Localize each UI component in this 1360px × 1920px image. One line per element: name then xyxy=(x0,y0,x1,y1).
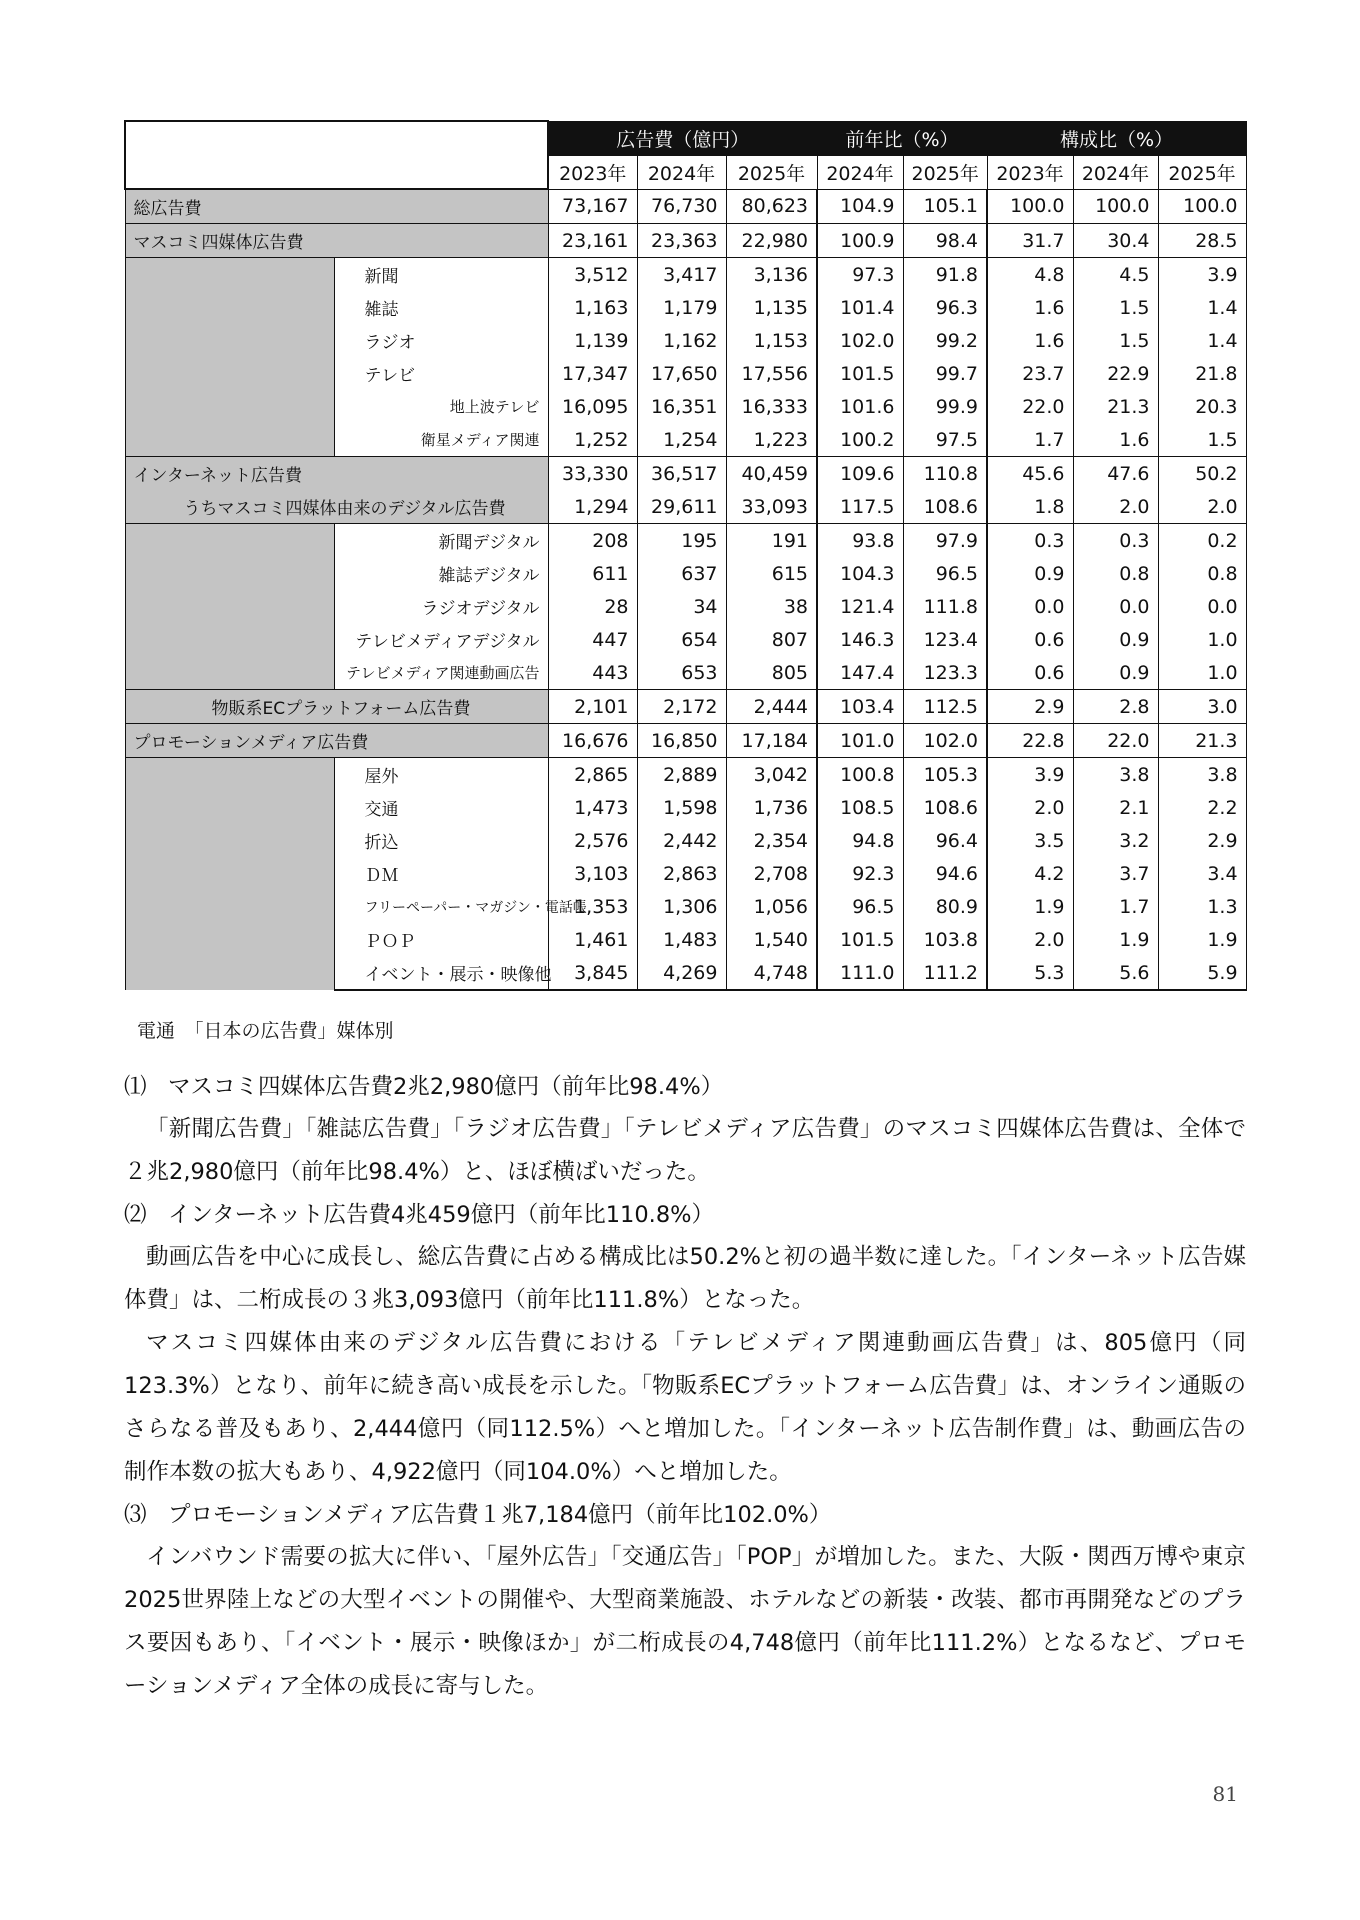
cell: 22.9 xyxy=(1073,357,1158,390)
cell: 16,095 xyxy=(548,390,637,423)
cell: 96.5 xyxy=(817,890,903,923)
section-heading xyxy=(124,1066,1246,1108)
cell: 1,162 xyxy=(637,324,726,357)
cell: 34 xyxy=(637,590,726,623)
cell: 1.9 xyxy=(1073,923,1158,956)
table-header-groups xyxy=(125,121,1246,155)
cell: 3.5 xyxy=(987,824,1073,857)
cell: 3.0 xyxy=(1158,690,1246,724)
cell: 615 xyxy=(726,557,817,590)
cell: 653 xyxy=(637,656,726,690)
cell: 3,845 xyxy=(548,956,637,990)
row-label: 雑誌 xyxy=(334,291,548,324)
section-title: インターネット広告費4兆459億円（前年比110.8%） xyxy=(168,1202,715,1228)
cell: 17,347 xyxy=(548,357,637,390)
cell: 3.9 xyxy=(1158,258,1246,292)
cell: 3.8 xyxy=(1073,758,1158,792)
row-label: ＰＯＰ xyxy=(334,923,548,956)
cell: 1,252 xyxy=(548,423,637,457)
cell: 3,417 xyxy=(637,258,726,292)
ad-expenditure-table-container xyxy=(124,120,1245,991)
header-group: 前年比（%） xyxy=(817,121,987,155)
cell: 103.8 xyxy=(903,923,987,956)
cell: 16,351 xyxy=(637,390,726,423)
cell: 0.2 xyxy=(1158,524,1246,558)
header-group: 構成比（%） xyxy=(987,121,1246,155)
cell: 99.9 xyxy=(903,390,987,423)
section-title: マスコミ四媒体広告費2兆2,980億円（前年比98.4%） xyxy=(168,1074,724,1100)
cell: 108.6 xyxy=(903,791,987,824)
header-year: 2025年 xyxy=(903,155,987,189)
cell: 1,254 xyxy=(637,423,726,457)
header-year: 2024年 xyxy=(637,155,726,189)
cell: 3.9 xyxy=(987,758,1073,792)
cell: 23.7 xyxy=(987,357,1073,390)
row-label: ＤＭ xyxy=(334,857,548,890)
cell: 1.0 xyxy=(1158,656,1246,690)
cell: 104.9 xyxy=(817,189,903,224)
row-label: 物販系ECプラットフォーム広告費 xyxy=(125,690,548,724)
cell: 1.5 xyxy=(1073,291,1158,324)
cell: 195 xyxy=(637,524,726,558)
section-number: ⑵ xyxy=(124,1202,147,1228)
cell: 22,980 xyxy=(726,224,817,258)
cell: 97.3 xyxy=(817,258,903,292)
cell: 1.9 xyxy=(1158,923,1246,956)
cell: 654 xyxy=(637,623,726,656)
cell: 1,163 xyxy=(548,291,637,324)
cell: 105.3 xyxy=(903,758,987,792)
cell: 807 xyxy=(726,623,817,656)
cell: 100.0 xyxy=(1158,189,1246,224)
cell: 80,623 xyxy=(726,189,817,224)
cell: 101.5 xyxy=(817,357,903,390)
row-label: 交通 xyxy=(334,791,548,824)
cell: 0.6 xyxy=(987,623,1073,656)
cell: 3,042 xyxy=(726,758,817,792)
cell: 1,153 xyxy=(726,324,817,357)
cell: 1.6 xyxy=(1073,423,1158,457)
cell: 1.5 xyxy=(1158,423,1246,457)
table-row xyxy=(125,758,1246,792)
cell: 1,353 xyxy=(548,890,637,923)
row-label: マスコミ四媒体広告費 xyxy=(125,224,548,258)
cell: 105.1 xyxy=(903,189,987,224)
cell: 111.0 xyxy=(817,956,903,990)
cell: 20.3 xyxy=(1158,390,1246,423)
cell: 2,444 xyxy=(726,690,817,724)
cell: 16,676 xyxy=(548,724,637,758)
table-row xyxy=(125,724,1246,758)
table-row xyxy=(125,189,1246,224)
row-label: 屋外 xyxy=(334,758,548,792)
cell: 99.7 xyxy=(903,357,987,390)
cell: 93.8 xyxy=(817,524,903,558)
cell: 1.6 xyxy=(987,291,1073,324)
cell: 2.8 xyxy=(1073,690,1158,724)
cell: 2.9 xyxy=(1158,824,1246,857)
group-gray-cell xyxy=(125,258,334,457)
cell: 121.4 xyxy=(817,590,903,623)
cell: 91.8 xyxy=(903,258,987,292)
cell: 2.0 xyxy=(987,791,1073,824)
cell: 5.3 xyxy=(987,956,1073,990)
section-heading xyxy=(124,1194,1246,1236)
cell: 1.7 xyxy=(987,423,1073,457)
paragraph: 「新聞広告費」「雑誌広告費」「ラジオ広告費」「テレビメディア広告費」のマスコミ四媒体広告費は、全体で２兆2,980億円（前年比98.4%）と、ほぼ横ばいだった。 xyxy=(124,1116,1246,1185)
section-number: ⑶ xyxy=(124,1502,147,1528)
cell: 96.3 xyxy=(903,291,987,324)
cell: 3.8 xyxy=(1158,758,1246,792)
cell: 1.4 xyxy=(1158,324,1246,357)
cell: 0.0 xyxy=(987,590,1073,623)
cell: 2,889 xyxy=(637,758,726,792)
cell: 4,269 xyxy=(637,956,726,990)
row-label: うちマスコミ四媒体由来のデジタル広告費 xyxy=(125,490,548,524)
cell: 0.9 xyxy=(1073,623,1158,656)
cell: 4.2 xyxy=(987,857,1073,890)
header-year: 2025年 xyxy=(1158,155,1246,189)
cell: 117.5 xyxy=(817,490,903,524)
cell: 0.8 xyxy=(1158,557,1246,590)
cell: 4,748 xyxy=(726,956,817,990)
cell: 16,850 xyxy=(637,724,726,758)
cell: 611 xyxy=(548,557,637,590)
header-year: 2025年 xyxy=(726,155,817,189)
cell: 447 xyxy=(548,623,637,656)
cell: 2.2 xyxy=(1158,791,1246,824)
cell: 0.9 xyxy=(1073,656,1158,690)
section-number: ⑴ xyxy=(124,1074,147,1100)
cell: 108.5 xyxy=(817,791,903,824)
cell: 23,363 xyxy=(637,224,726,258)
table-row xyxy=(125,224,1246,258)
cell: 1,306 xyxy=(637,890,726,923)
cell: 30.4 xyxy=(1073,224,1158,258)
cell: 2,172 xyxy=(637,690,726,724)
cell: 1.6 xyxy=(987,324,1073,357)
row-label: インターネット広告費 xyxy=(125,457,548,491)
cell: 0.3 xyxy=(1073,524,1158,558)
header-year: 2023年 xyxy=(548,155,637,189)
table-row xyxy=(125,457,1246,491)
cell: 2.0 xyxy=(987,923,1073,956)
table-source-note: 電通 「日本の広告費」媒体別 xyxy=(137,1020,394,1042)
paragraph: マスコミ四媒体由来のデジタル広告費における「テレビメディア関連動画広告費」は、805億円（同123.3%）となり、前年に続き高い成長を示した。「物販系ECプラットフォーム広告費」は、オンライン通販のさらなる普及もあり、2,444億円（同112.5%）へと増加した。「インターネット広告制作費」は、動画広告の制作本数の拡大もあり、4,922億円（同104.0%）へと増加した。 xyxy=(124,1330,1246,1485)
table-row xyxy=(125,690,1246,724)
row-label: テレビ xyxy=(334,357,548,390)
cell: 1,461 xyxy=(548,923,637,956)
row-label: フリーペーパー・マガジン・電話帳 xyxy=(334,890,548,923)
cell: 76,730 xyxy=(637,189,726,224)
cell: 50.2 xyxy=(1158,457,1246,491)
cell: 21.3 xyxy=(1073,390,1158,423)
cell: 45.6 xyxy=(987,457,1073,491)
cell: 17,650 xyxy=(637,357,726,390)
cell: 33,330 xyxy=(548,457,637,491)
cell: 31.7 xyxy=(987,224,1073,258)
cell: 191 xyxy=(726,524,817,558)
cell: 1,179 xyxy=(637,291,726,324)
row-label: 折込 xyxy=(334,824,548,857)
cell: 103.4 xyxy=(817,690,903,724)
cell: 21.8 xyxy=(1158,357,1246,390)
cell: 0.3 xyxy=(987,524,1073,558)
cell: 1,473 xyxy=(548,791,637,824)
cell: 112.5 xyxy=(903,690,987,724)
cell: 123.4 xyxy=(903,623,987,656)
cell: 1,736 xyxy=(726,791,817,824)
cell: 102.0 xyxy=(817,324,903,357)
section-heading xyxy=(124,1494,1246,1536)
table-row xyxy=(125,490,1246,524)
cell: 100.0 xyxy=(987,189,1073,224)
cell: 1,598 xyxy=(637,791,726,824)
cell: 1.0 xyxy=(1158,623,1246,656)
cell: 100.9 xyxy=(817,224,903,258)
header-blank-cell xyxy=(125,121,548,189)
row-label: イベント・展示・映像他 xyxy=(334,956,548,990)
cell: 2,101 xyxy=(548,690,637,724)
cell: 2,354 xyxy=(726,824,817,857)
cell: 1,135 xyxy=(726,291,817,324)
cell: 73,167 xyxy=(548,189,637,224)
cell: 36,517 xyxy=(637,457,726,491)
cell: 101.0 xyxy=(817,724,903,758)
cell: 47.6 xyxy=(1073,457,1158,491)
cell: 0.0 xyxy=(1073,590,1158,623)
cell: 100.0 xyxy=(1073,189,1158,224)
cell: 443 xyxy=(548,656,637,690)
cell: 22.0 xyxy=(987,390,1073,423)
cell: 21.3 xyxy=(1158,724,1246,758)
cell: 98.4 xyxy=(903,224,987,258)
cell: 3.4 xyxy=(1158,857,1246,890)
cell: 1,294 xyxy=(548,490,637,524)
cell: 104.3 xyxy=(817,557,903,590)
row-label: 雑誌デジタル xyxy=(334,557,548,590)
cell: 100.8 xyxy=(817,758,903,792)
cell: 2,576 xyxy=(548,824,637,857)
cell: 2,442 xyxy=(637,824,726,857)
paragraph: インバウンド需要の拡大に伴い、「屋外広告」「交通広告」「POP」が増加した。また、大阪・関西万博や東京2025世界陸上などの大型イベントの開催や、大型商業施設、ホテルなどの新装・改装、都市再開発などのプラス要因もあり、「イベント・展示・映像ほか」が二桁成長の4,748億円（前年比111.2%）となるなど、プロモーションメディア全体の成長に寄与した。 xyxy=(124,1544,1246,1699)
cell: 3.7 xyxy=(1073,857,1158,890)
cell: 637 xyxy=(637,557,726,590)
cell: 97.9 xyxy=(903,524,987,558)
table-row xyxy=(125,524,1246,558)
cell: 0.0 xyxy=(1158,590,1246,623)
cell: 3.2 xyxy=(1073,824,1158,857)
row-label: 新聞デジタル xyxy=(334,524,548,558)
cell: 1,056 xyxy=(726,890,817,923)
cell: 1,540 xyxy=(726,923,817,956)
cell: 5.6 xyxy=(1073,956,1158,990)
cell: 111.2 xyxy=(903,956,987,990)
header-year: 2024年 xyxy=(1073,155,1158,189)
cell: 40,459 xyxy=(726,457,817,491)
cell: 1,483 xyxy=(637,923,726,956)
cell: 100.2 xyxy=(817,423,903,457)
cell: 29,611 xyxy=(637,490,726,524)
group-gray-cell xyxy=(125,758,334,991)
cell: 1,223 xyxy=(726,423,817,457)
group-gray-cell xyxy=(125,524,334,690)
row-label: ラジオデジタル xyxy=(334,590,548,623)
cell: 1.5 xyxy=(1073,324,1158,357)
section-title: プロモーションメディア広告費１兆7,184億円（前年比102.0%） xyxy=(168,1502,832,1528)
row-label: 新聞 xyxy=(334,258,548,292)
ad-expenditure-table xyxy=(124,120,1247,991)
cell: 4.5 xyxy=(1073,258,1158,292)
body-text xyxy=(124,1066,1246,1708)
cell: 80.9 xyxy=(903,890,987,923)
cell: 101.6 xyxy=(817,390,903,423)
cell: 28.5 xyxy=(1158,224,1246,258)
cell: 17,184 xyxy=(726,724,817,758)
header-year: 2024年 xyxy=(817,155,903,189)
cell: 22.8 xyxy=(987,724,1073,758)
cell: 123.3 xyxy=(903,656,987,690)
row-label: テレビメディア関連動画広告 xyxy=(334,656,548,690)
paragraph: 動画広告を中心に成長し、総広告費に占める構成比は50.2%と初の過半数に達した。「インターネット広告媒体費」は、二桁成長の３兆3,093億円（前年比111.8%）となった。 xyxy=(124,1244,1246,1313)
page-number: 81 xyxy=(1212,1782,1238,1806)
cell: 111.8 xyxy=(903,590,987,623)
cell: 94.8 xyxy=(817,824,903,857)
cell: 0.6 xyxy=(987,656,1073,690)
cell: 94.6 xyxy=(903,857,987,890)
cell: 108.6 xyxy=(903,490,987,524)
cell: 96.5 xyxy=(903,557,987,590)
cell: 99.2 xyxy=(903,324,987,357)
cell: 1.9 xyxy=(987,890,1073,923)
cell: 208 xyxy=(548,524,637,558)
table-row xyxy=(125,258,1246,292)
cell: 805 xyxy=(726,656,817,690)
row-label: 地上波テレビ xyxy=(334,390,548,423)
cell: 1.7 xyxy=(1073,890,1158,923)
cell: 38 xyxy=(726,590,817,623)
cell: 97.5 xyxy=(903,423,987,457)
cell: 2.1 xyxy=(1073,791,1158,824)
cell: 3,512 xyxy=(548,258,637,292)
row-label: プロモーションメディア広告費 xyxy=(125,724,548,758)
cell: 1.3 xyxy=(1158,890,1246,923)
cell: 0.9 xyxy=(987,557,1073,590)
row-label: 総広告費 xyxy=(125,189,548,224)
cell: 109.6 xyxy=(817,457,903,491)
cell: 2,863 xyxy=(637,857,726,890)
cell: 0.8 xyxy=(1073,557,1158,590)
cell: 3,136 xyxy=(726,258,817,292)
cell: 110.8 xyxy=(903,457,987,491)
cell: 33,093 xyxy=(726,490,817,524)
cell: 3,103 xyxy=(548,857,637,890)
cell: 102.0 xyxy=(903,724,987,758)
header-group: 広告費（億円） xyxy=(548,121,817,155)
cell: 1.4 xyxy=(1158,291,1246,324)
cell: 17,556 xyxy=(726,357,817,390)
cell: 5.9 xyxy=(1158,956,1246,990)
header-year: 2023年 xyxy=(987,155,1073,189)
cell: 23,161 xyxy=(548,224,637,258)
cell: 146.3 xyxy=(817,623,903,656)
cell: 96.4 xyxy=(903,824,987,857)
row-label: テレビメディアデジタル xyxy=(334,623,548,656)
cell: 2,708 xyxy=(726,857,817,890)
cell: 2.0 xyxy=(1073,490,1158,524)
cell: 101.4 xyxy=(817,291,903,324)
cell: 1.8 xyxy=(987,490,1073,524)
cell: 2.0 xyxy=(1158,490,1246,524)
cell: 92.3 xyxy=(817,857,903,890)
cell: 22.0 xyxy=(1073,724,1158,758)
cell: 16,333 xyxy=(726,390,817,423)
row-label: 衛星メディア関連 xyxy=(334,423,548,457)
cell: 147.4 xyxy=(817,656,903,690)
cell: 101.5 xyxy=(817,923,903,956)
cell: 2,865 xyxy=(548,758,637,792)
cell: 28 xyxy=(548,590,637,623)
row-label: ラジオ xyxy=(334,324,548,357)
cell: 4.8 xyxy=(987,258,1073,292)
cell: 2.9 xyxy=(987,690,1073,724)
cell: 1,139 xyxy=(548,324,637,357)
